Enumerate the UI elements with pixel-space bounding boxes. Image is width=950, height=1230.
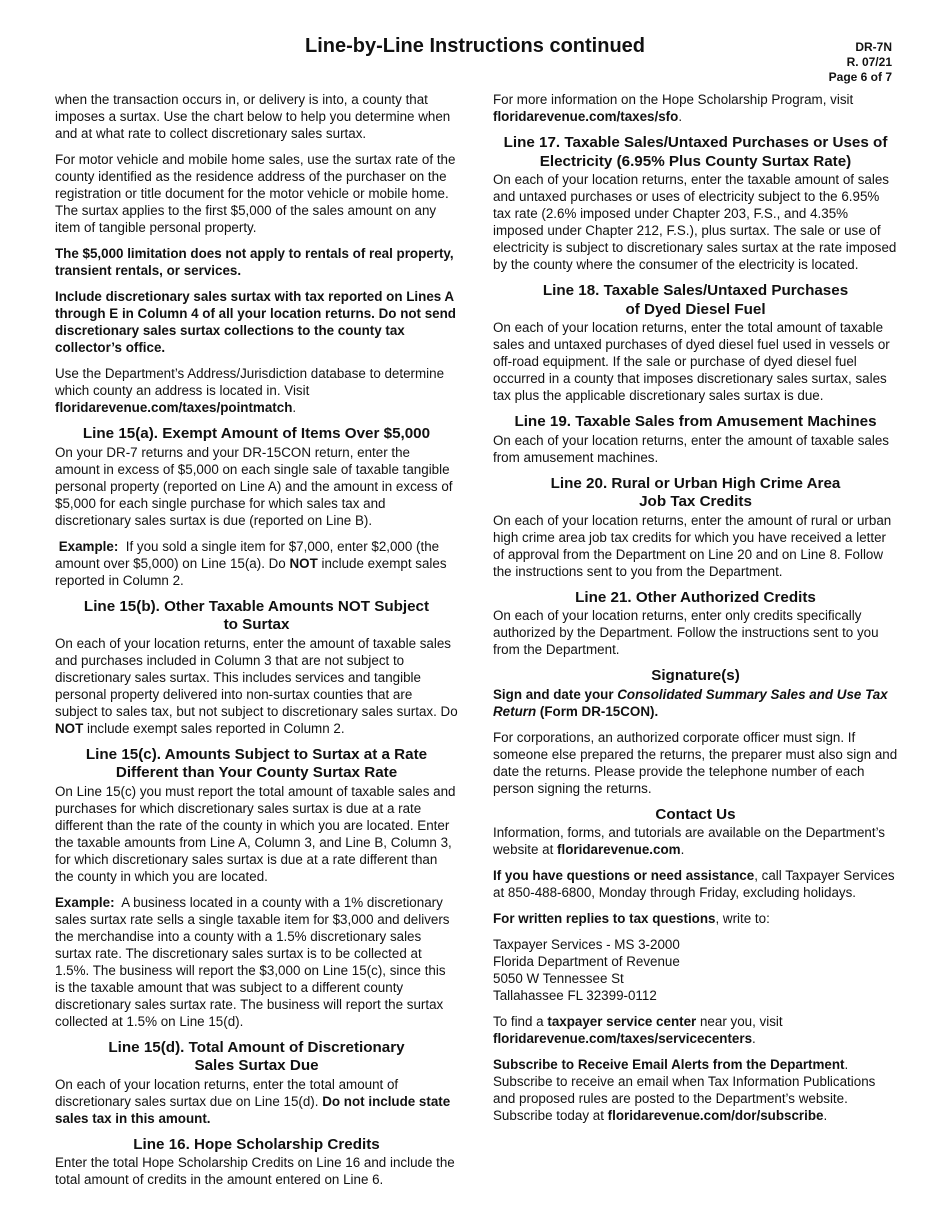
line-21-paragraph: On each of your location returns, enter only credits specifically authorized by the Department. Follow the instructions sent to you from the Department. xyxy=(493,608,879,657)
address-line: Florida Department of Revenue xyxy=(493,954,680,969)
line-21-heading: Line 21. Other Authorized Credits xyxy=(575,588,816,606)
website-link[interactable]: floridarevenue.com xyxy=(557,842,681,857)
limitation-note: The $5,000 limitation does not apply to rentals of real property, transient rentals, or services. xyxy=(55,246,454,278)
website-info-paragraph: Information, forms, and tutorials are available on the Department’s website at floridarevenue.com. xyxy=(493,825,886,857)
address-line: Tallahassee FL 32399-0112 xyxy=(493,988,657,1003)
line-16-paragraph: Enter the total Hope Scholarship Credits on Line 16 and include the total amount of credits in the amount entered on Line 6. xyxy=(55,1155,455,1187)
signatures-heading: Signature(s) xyxy=(651,667,740,684)
pointmatch-link[interactable]: floridarevenue.com/taxes/pointmatch xyxy=(55,400,293,415)
line-17-paragraph: On each of your location returns, enter the taxable amount of sales and untaxed purchases or uses of electricity subject to the 6.95% tax rate (2.6% imposed under Chapter 203, F.S., and 4.35% imposed under Chapter 212, F.S.), plus surtax. The sale or use of electricity is subject to discretionary sales surtax at the rate imposed by the county where the consumer of the electricity is located. xyxy=(493,172,897,272)
sign-instruction: Sign and date your Consolidated Summary Sales and Use Tax Return (Form DR-15CON). xyxy=(493,686,888,719)
line-15a-heading: Line 15(a). Exempt Amount of Items Over $5,000 xyxy=(82,425,431,442)
left-column xyxy=(55,91,458,1197)
line-19-paragraph: On each of your location returns, enter the amount of taxable sales from amusement machines. xyxy=(493,432,889,465)
address-line: 5050 W Tennessee St xyxy=(493,971,624,986)
line-15a-example: Example: If you sold a single item for $7,000, enter $2,000 (the amount over $5,000) on Line 15(a). Do NOT include exempt sales reported in Column 2. xyxy=(55,538,447,588)
line-16-heading: Line 16. Hope Scholarship Credits xyxy=(133,1135,380,1153)
hope-scholarship-paragraph: For more information on the Hope Scholarship Program, visit floridarevenue.com/taxes/sfo. xyxy=(493,92,854,124)
line-20-heading: Line 20. Rural or Urban High Crime Area Job Tax Credits xyxy=(550,474,841,510)
motor-vehicle-paragraph: For motor vehicle and mobile home sales, use the surtax rate of the county identified as the residence address of the purchaser on the registration or title document for the motor vehicle or mobile home. The surtax applies to the first $5,000 of the sales amount on any item of tangible personal property. xyxy=(55,152,456,235)
line-17-heading: Line 17. Taxable Sales/Untaxed Purchases or Uses of Electricity (6.95% Plus County Surtax Rate) xyxy=(503,134,888,170)
line-18-heading: Line 18. Taxable Sales/Untaxed Purchases of Dyed Diesel Fuel xyxy=(542,282,849,318)
surtax-intro-paragraph: when the transaction occurs in, or delivery is into, a county that imposes a surtax. Use the chart below to help you determine when and at what rate to collect discretionary sales surtax. xyxy=(55,92,451,141)
contact-heading: Contact Us xyxy=(655,805,736,823)
phone-paragraph: If you have questions or need assistance, call Taxpayer Services at 850-488-6800, Monday through Friday, excluding holidays. xyxy=(493,868,895,900)
form-revision: R. 07/21 xyxy=(846,55,892,69)
page-number: Page 6 of 7 xyxy=(828,70,892,84)
line-18-paragraph: On each of your location returns, enter the total amount of taxable sales and untaxed purchases of dyed diesel fuel used in vessels or off-road equipment. If the sale or purchase of dyed diesel fuel occurred in a county that imposes discretionary sales surtax, sales tax plus the applicable discretionary sales surtax is due. xyxy=(493,320,890,403)
line-15a-paragraph: On your DR-7 returns and your DR-15CON return, enter the amount in excess of $5,000 on each single sale of taxable tangible personal property (reported on Line A) and the amount in excess of $5,000 for each single purchase for which sales tax and discretionary sales surtax is due (reported on Line B). xyxy=(55,444,453,528)
service-center-paragraph: To find a taxpayer service center near you, visit floridarevenue.com/taxes/servicecenters. xyxy=(493,1014,783,1046)
form-number: DR-7N xyxy=(855,40,892,54)
line-15c-paragraph: On Line 15(c) you must report the total amount of taxable sales and purchases for which discretionary sales surtax is due at a rate different than the rate of the county in which you are located. Enter the taxable amounts from Line A, Column 3, and Line B, Column 3, for which discretionary sales surtax is due at a rate different than the county in which you are located. xyxy=(55,783,456,884)
signature-paragraph: For corporations, an authorized corporate officer must sign. If someone else prepared the returns, the preparer must also sign and date the returns. Please provide the telephone number of each person signing the returns. xyxy=(493,729,898,796)
address-line: Taxpayer Services - MS 3-2000 xyxy=(493,937,680,952)
line-15b-paragraph: On each of your location returns, enter the amount of taxable sales and purchases included in Column 3 that are not subject to discretionary sales surtax. This includes services and tangible personal property delivered into non-surtax counties that are subject to sales tax, but not subject to discretionary sales surtax. Do NOT include exempt sales reported in Column 2. xyxy=(55,635,458,736)
service-centers-link[interactable]: floridarevenue.com/taxes/servicecenters xyxy=(493,1031,753,1046)
subscribe-link[interactable]: floridarevenue.com/dor/subscribe xyxy=(607,1108,824,1123)
line-15b-heading: Line 15(b). Other Taxable Amounts NOT Subject to Surtax xyxy=(83,597,430,633)
written-replies-paragraph: For written replies to tax questions, write to: xyxy=(493,911,770,926)
page-title: Line-by-Line Instructions continued xyxy=(305,35,645,57)
subscribe-paragraph: Subscribe to Receive Email Alerts from the Department. Subscribe to receive an email when Tax Information Publications and proposed rules are posted to the Department’s website. Subscribe today at floridarevenue.com/dor/subscribe. xyxy=(493,1057,876,1123)
sfo-link[interactable]: floridarevenue.com/taxes/sfo xyxy=(493,109,679,124)
line-15d-paragraph: On each of your location returns, enter the total amount of discretionary sales surtax due on Line 15(d). Do not include state sales tax in this amount. xyxy=(55,1076,451,1126)
line-20-paragraph: On each of your location returns, enter the amount of rural or urban high crime area job tax credits for which you have received a letter of approval from the Department on Line 20 and on Line 8. Follow the instructions sent to you from the Department. xyxy=(493,512,892,579)
include-surtax-note: Include discretionary sales surtax with tax reported on Lines A through E in Column 4 of all your location returns. Do not send discretionary sales surtax collections to the county tax collector’s office. xyxy=(55,289,456,355)
right-column xyxy=(493,91,898,1133)
line-15d-heading: Line 15(d). Total Amount of Discretionary Sales Surtax Due xyxy=(108,1038,405,1074)
form-identifier xyxy=(829,40,892,85)
line-19-heading: Line 19. Taxable Sales from Amusement Machines xyxy=(514,413,877,430)
line-15c-example: Example: A business located in a county with a 1% discretionary sales surtax rate sells a single taxable item for $3,000 and delivers the merchandise into a county with a 1.5% discretionary sales surtax rate. The discretionary sales surtax is to be collected at 1.5%. The business will report the $3,000 on Line 15(c), since this is the taxable amount that was subject to a different county discretionary sales surtax rate. The business will report the surtax collected at 1.5% on Line 15(d). xyxy=(55,894,450,1029)
mailing-address xyxy=(493,936,898,1004)
address-database-paragraph: Use the Department’s Address/Jurisdiction database to determine which county an address is located in. Visit floridarevenue.com/taxes/pointmatch. xyxy=(55,366,445,415)
line-15c-heading: Line 15(c). Amounts Subject to Surtax at a Rate Different than Your County Surtax Rate xyxy=(85,745,428,781)
